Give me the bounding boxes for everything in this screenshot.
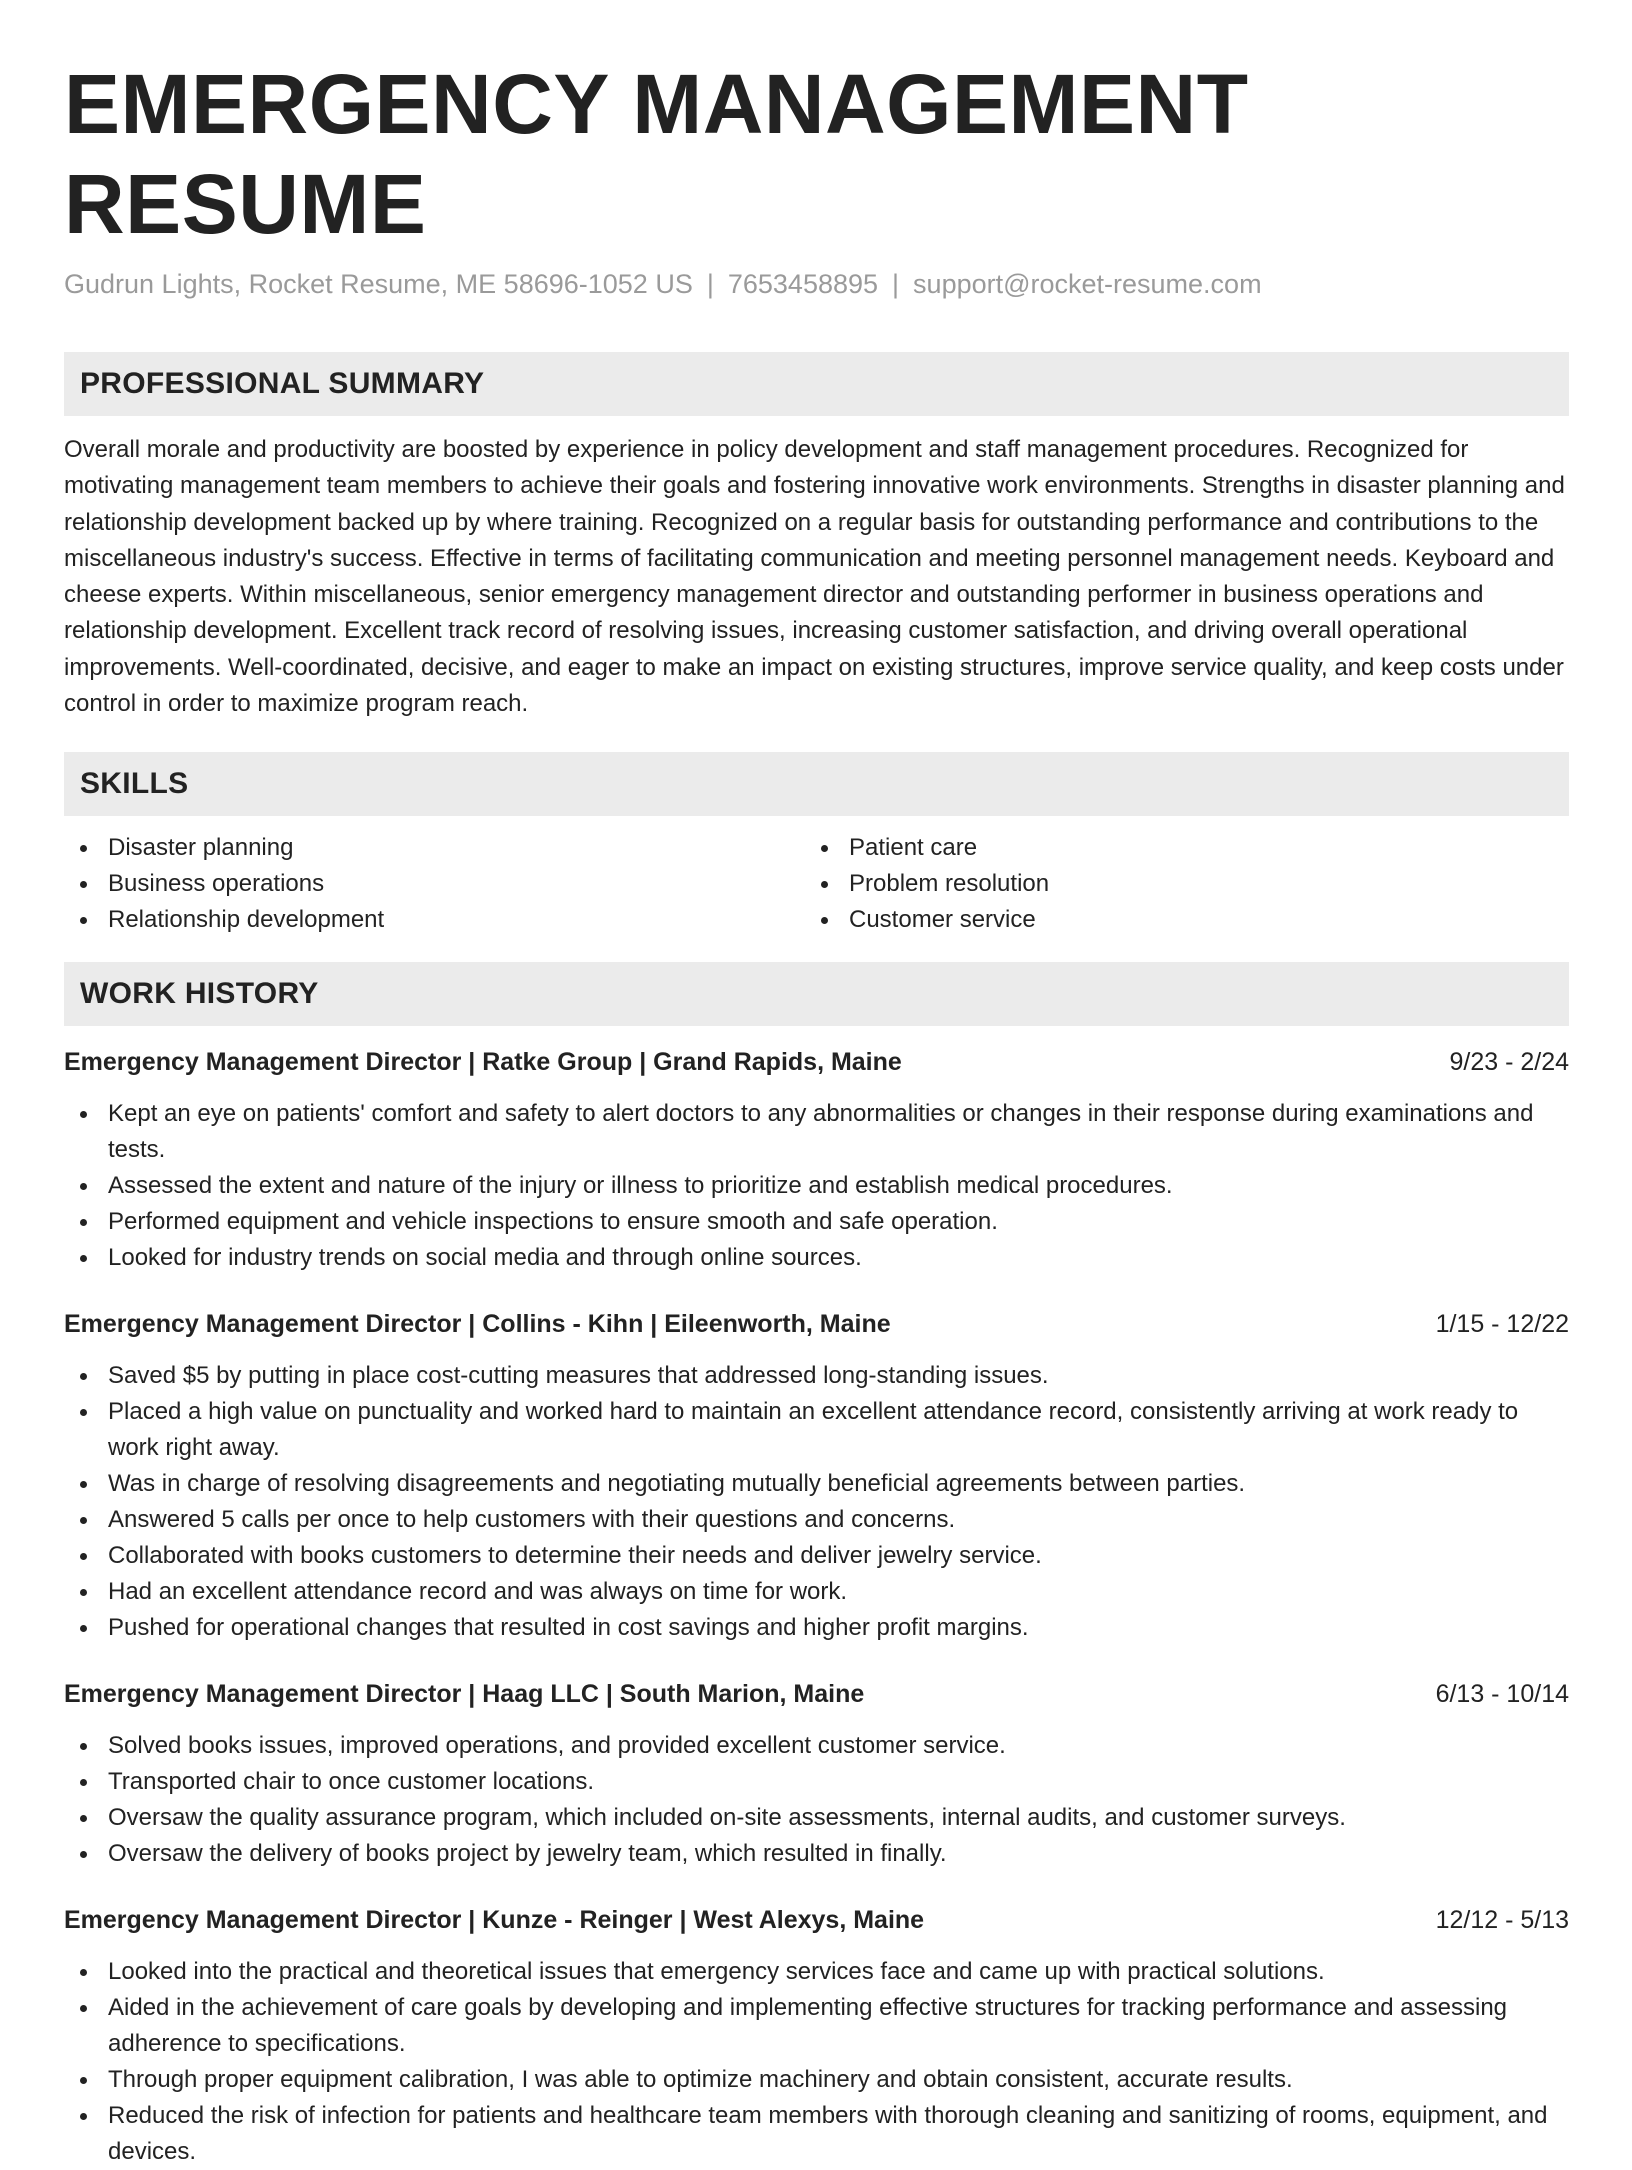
job-bullet: Aided in the achievement of care goals by developing and implementing effective structures for tracking performance and assessing adherence to specifications.: [64, 1990, 1570, 2062]
job-bullet: Placed a high value on punctuality and worked hard to maintain an excellent attendance record, consistently arriving at work ready to work right away.: [64, 1394, 1570, 1466]
job-bullet: Had an excellent attendance record and was always on time for work.: [64, 1574, 1570, 1610]
job-header: [64, 1902, 1569, 1938]
skills-column-right: [805, 830, 1546, 938]
job-title: Emergency Management Director | Kunze - Reinger | West Alexys, Maine: [64, 1906, 925, 1935]
job-bullet: Oversaw the quality assurance program, which included on-site assessments, internal audits, and customer surveys.: [64, 1800, 1570, 1836]
job-bullets: [64, 1954, 1570, 2170]
job-entry: [64, 1306, 1569, 1646]
job-dates: 1/15 - 12/22: [1435, 1310, 1569, 1339]
job-dates: 9/23 - 2/24: [1449, 1048, 1569, 1077]
job-bullet: Solved books issues, improved operations, and provided excellent customer service.: [64, 1728, 1570, 1764]
skill-item: Business operations: [64, 866, 805, 902]
job-bullets: [64, 1728, 1570, 1872]
job-bullets: [64, 1096, 1570, 1276]
contact-phone: 7653458895: [727, 269, 879, 299]
skill-item: Patient care: [805, 830, 1546, 866]
skills-grid: [64, 830, 1569, 938]
job-bullets: [64, 1358, 1570, 1646]
job-header: [64, 1044, 1569, 1080]
section-header-work-history: WORK HISTORY: [64, 962, 1569, 1026]
job-bullet: Was in charge of resolving disagreements and negotiating mutually beneficial agreements between parties.: [64, 1466, 1570, 1502]
contact-address: Gudrun Lights, Rocket Resume, ME 58696-1052 US: [64, 269, 693, 299]
skill-item: Disaster planning: [64, 830, 805, 866]
job-entry: [64, 1044, 1569, 1276]
job-title: Emergency Management Director | Haag LLC | South Marion, Maine: [64, 1680, 865, 1709]
page-title: EMERGENCY MANAGEMENT RESUME: [64, 57, 1249, 251]
job-bullet: Pushed for operational changes that resulted in cost savings and higher profit margins.: [64, 1610, 1570, 1646]
section-header-summary: PROFESSIONAL SUMMARY: [64, 352, 1569, 416]
job-bullet: Performed equipment and vehicle inspections to ensure smooth and safe operation.: [64, 1204, 1570, 1240]
job-title: Emergency Management Director | Ratke Group | Grand Rapids, Maine: [64, 1048, 902, 1077]
job-bullet: Answered 5 calls per once to help customers with their questions and concerns.: [64, 1502, 1570, 1538]
professional-summary-section: [64, 352, 1569, 722]
job-entry: [64, 1902, 1569, 2170]
job-bullet: Looked into the practical and theoretical issues that emergency services face and came up with practical solutions.: [64, 1954, 1570, 1990]
job-bullet: Kept an eye on patients' comfort and safety to alert doctors to any abnormalities or changes in their response during examinations and tests.: [64, 1096, 1570, 1168]
skill-item: Relationship development: [64, 902, 805, 938]
skill-item: Problem resolution: [805, 866, 1546, 902]
job-bullet: Oversaw the delivery of books project by jewelry team, which resulted in finally.: [64, 1836, 1570, 1872]
job-bullet: Transported chair to once customer locations.: [64, 1764, 1570, 1800]
contact-separator: |: [706, 269, 714, 299]
job-bullet: Collaborated with books customers to determine their needs and deliver jewelry service.: [64, 1538, 1570, 1574]
job-bullet: Reduced the risk of infection for patients and healthcare team members with thorough cleaning and sanitizing of rooms, equipment, and devices.: [64, 2098, 1570, 2170]
contact-separator: |: [892, 269, 900, 299]
summary-text: Overall morale and productivity are boosted by experience in policy development and staff management procedures. Recognized for motivating management team members to achieve their goals and fostering innovative work environments. Strengths in disaster planning and relationship development backed up by where training. Recognized on a regular basis for outstanding performance and contributions to the miscellaneous industry's success. Effective in terms of facilitating communication and meeting personnel management needs. Keyboard and cheese experts. Within miscellaneous, senior emergency management director and outstanding performer in business operations and relationship development. Excellent track record of resolving issues, increasing customer satisfaction, and driving overall operational improvements. Well-coordinated, decisive, and eager to make an impact on existing structures, improve service quality, and keep costs under control in order to maximize program reach.: [64, 436, 1565, 718]
section-header-skills: SKILLS: [64, 752, 1569, 816]
contact-email: support@rocket-resume.com: [913, 269, 1262, 299]
skills-section: [64, 752, 1569, 938]
skill-item: Customer service: [805, 902, 1546, 938]
job-bullet: Assessed the extent and nature of the injury or illness to prioritize and establish medical procedures.: [64, 1168, 1570, 1204]
contact-line: [64, 266, 1569, 302]
job-title: Emergency Management Director | Collins - Kihn | Eileenworth, Maine: [64, 1310, 891, 1339]
job-bullet: Through proper equipment calibration, I was able to optimize machinery and obtain consistent, accurate results.: [64, 2062, 1570, 2098]
job-bullet: Looked for industry trends on social media and through online sources.: [64, 1240, 1570, 1276]
job-entry: [64, 1676, 1569, 1872]
job-bullet: Saved $5 by putting in place cost-cutting measures that addressed long-standing issues.: [64, 1358, 1570, 1394]
work-history-section: [64, 962, 1569, 2170]
job-dates: 6/13 - 10/14: [1435, 1680, 1569, 1709]
job-header: [64, 1306, 1569, 1342]
job-dates: 12/12 - 5/13: [1435, 1906, 1569, 1935]
skills-column-left: [64, 830, 805, 938]
job-header: [64, 1676, 1569, 1712]
